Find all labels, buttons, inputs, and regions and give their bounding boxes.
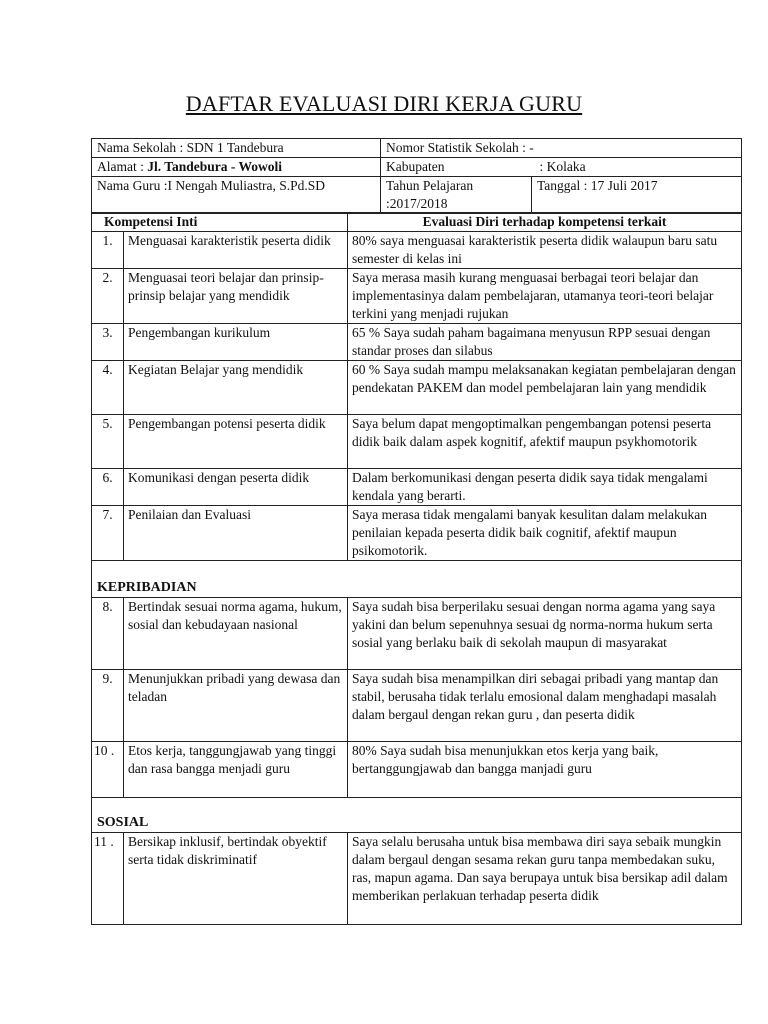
table-row: [92, 469, 742, 506]
competency-cell: Pengembangan potensi peserta didik: [124, 415, 348, 469]
evaluation-cell: 60 % Saya sudah mampu melaksanakan kegiatan pembelajaran dengan pendekatan PAKEM dan model pembelajaran lain yang mendidik: [348, 361, 742, 415]
evaluation-table: [91, 212, 742, 925]
row-number: 1.: [92, 232, 124, 269]
evaluation-cell: Saya sudah bisa berperilaku sesuai dengan norma agama yang saya yakini dan belum sepenuhnya sesuai dg norma-norma hukum serta sosial yang berlaku baik di sekolah maupun di masyarakat: [348, 598, 742, 670]
table-row: [92, 506, 742, 561]
table-row: [92, 742, 742, 798]
competency-cell: Pengembangan kurikulum: [124, 324, 348, 361]
school-info-table: [91, 138, 742, 214]
row-number: 10 .: [92, 742, 124, 798]
row-number: 2.: [92, 269, 124, 324]
row-number: 11 .: [92, 833, 124, 925]
row-number: 4.: [92, 361, 124, 415]
section-header-row: [92, 798, 742, 833]
evaluation-cell: Saya merasa masih kurang menguasai berbagai teori belajar dan implementasinya dalam pembelajaran, utamanya teori-teori belajar terkini yang menjadi rujukan: [348, 269, 742, 324]
evaluation-cell: Saya selalu berusaha untuk bisa membawa diri saya sebaik mungkin dalam bergaul dengan sesama rekan guru tanpa membedakan suku, ras, mapun agama. Dan saya berupaya untuk bisa bersikap adil dalam memberikan perlakuan terhadap peserta didik: [348, 833, 742, 925]
table-row: [92, 670, 742, 742]
evaluation-cell: Saya belum dapat mengoptimalkan pengembangan potensi peserta didik baik dalam aspek kognitif, afektif maupun psykhomotorik: [348, 415, 742, 469]
table-row: [92, 415, 742, 469]
competency-cell: Penilaian dan Evaluasi: [124, 506, 348, 561]
address-value: Jl. Tandebura - Wowoli: [147, 159, 283, 174]
table-header-row: [92, 213, 742, 232]
address-cell: [92, 158, 381, 177]
table-row: [92, 269, 742, 324]
header-competency: Kompetensi Inti: [92, 213, 348, 232]
date-cell: Tanggal : 17 Juli 2017: [532, 177, 742, 214]
address-label: Alamat :: [97, 159, 148, 174]
evaluation-cell: Saya sudah bisa menampilkan diri sebagai pribadi yang mantap dan stabil, berusaha tidak terlalu emosional dalam menghadapi masalah dalam bergaul dengan rekan guru , dan peserta didik: [348, 670, 742, 742]
competency-cell: Bersikap inklusif, bertindak obyektif serta tidak diskriminatif: [124, 833, 348, 925]
evaluation-cell: 80% Saya sudah bisa menunjukkan etos kerja yang baik, bertanggungjawab dan bangga manjadi guru: [348, 742, 742, 798]
table-row: [92, 833, 742, 925]
table-row: [92, 324, 742, 361]
table-row: [92, 232, 742, 269]
row-number: 9.: [92, 670, 124, 742]
document-title: DAFTAR EVALUASI DIRI KERJA GURU: [185, 91, 583, 116]
evaluation-cell: 80% saya menguasai karakteristik peserta didik walaupun baru satu semester di kelas ini: [348, 232, 742, 269]
section-header-row: [92, 561, 742, 598]
table-row: [92, 598, 742, 670]
kabupaten-value: : Kolaka: [539, 159, 586, 174]
kabupaten-cell: [381, 158, 742, 177]
nss-cell: Nomor Statistik Sekolah : -: [381, 139, 742, 158]
row-number: 8.: [92, 598, 124, 670]
school-name-cell: Nama Sekolah : SDN 1 Tandebura: [92, 139, 381, 158]
header-evaluation: Evaluasi Diri terhadap kompetensi terkait: [348, 213, 742, 232]
competency-cell: Kegiatan Belajar yang mendidik: [124, 361, 348, 415]
evaluation-cell: 65 % Saya sudah paham bagaimana menyusun RPP sesuai dengan standar proses dan silabus: [348, 324, 742, 361]
competency-cell: Menunjukkan pribadi yang dewasa dan teladan: [124, 670, 348, 742]
competency-cell: Komunikasi dengan peserta didik: [124, 469, 348, 506]
competency-cell: Menguasai karakteristik peserta didik: [124, 232, 348, 269]
row-number: 6.: [92, 469, 124, 506]
table-row: [92, 361, 742, 415]
competency-cell: Etos kerja, tanggungjawab yang tinggi dan rasa bangga menjadi guru: [124, 742, 348, 798]
row-number: 7.: [92, 506, 124, 561]
evaluation-cell: Dalam berkomunikasi dengan peserta didik saya tidak mengalami kendala yang berarti.: [348, 469, 742, 506]
row-number: 5.: [92, 415, 124, 469]
teacher-name-cell: Nama Guru :I Nengah Muliastra, S.Pd.SD: [92, 177, 381, 214]
kabupaten-label: Kabupaten: [386, 159, 445, 174]
competency-cell: Menguasai teori belajar dan prinsip-prinsip belajar yang mendidik: [124, 269, 348, 324]
row-number: 3.: [92, 324, 124, 361]
section-title-sosial: SOSIAL: [92, 798, 742, 833]
section-title-kepribadian: KEPRIBADIAN: [92, 561, 742, 598]
competency-cell: Bertindak sesuai norma agama, hukum, sosial dan kebudayaan nasional: [124, 598, 348, 670]
school-year-cell: Tahun Pelajaran :2017/2018: [381, 177, 532, 214]
evaluation-cell: Saya merasa tidak mengalami banyak kesulitan dalam melakukan penilaian kepada peserta didik baik cognitif, afektif maupun psikomotorik.: [348, 506, 742, 561]
